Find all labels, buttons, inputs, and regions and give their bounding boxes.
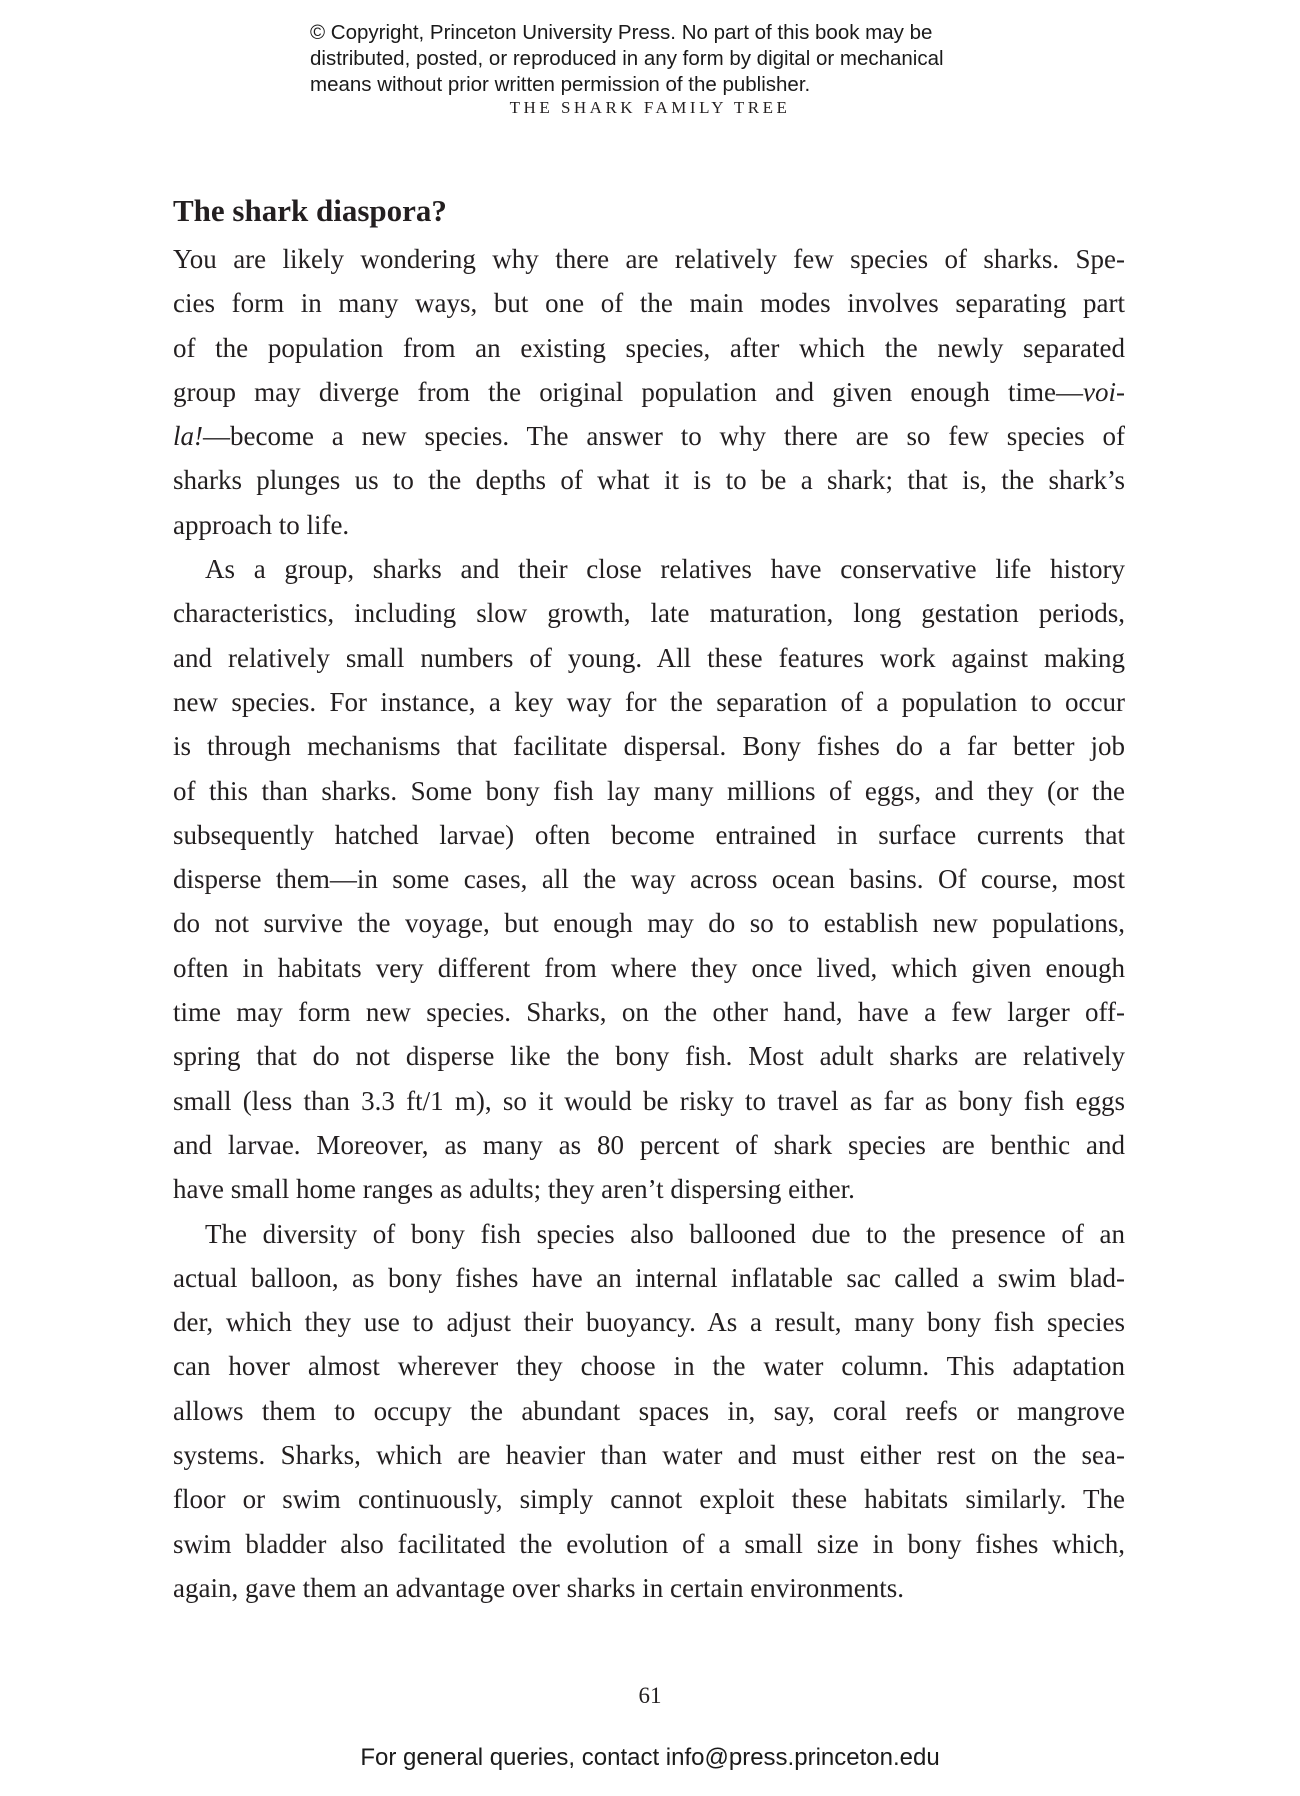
copyright-line: distributed, posted, or reproduced in any form by digital or mechanical — [310, 47, 944, 70]
running-head: THE SHARK FAMILY TREE — [509, 98, 791, 117]
section-heading: The shark diaspora? — [173, 193, 447, 228]
text-line: have small home ranges as adults; they aren’t dispersing either. — [173, 1174, 855, 1205]
text-line: The diversity of bony fish species also ballooned due to the presence of an — [205, 1218, 1125, 1249]
body-text — [173, 237, 1125, 1610]
text-line: floor or swim continuously, simply cannot exploit these habitats similarly. The — [173, 1484, 1125, 1515]
text-line: and larvae. Moreover, as many as 80 percent of shark species are benthic and — [173, 1129, 1125, 1160]
paragraph-1 — [173, 237, 1125, 547]
text-line: new species. For instance, a key way for the separation of a population to occur — [173, 686, 1125, 717]
text-line: actual balloon, as bony fishes have an internal inflatable sac called a swim blad- — [173, 1262, 1125, 1293]
text-line: la!—become a new species. The answer to why there are so few species of — [173, 421, 1125, 452]
text-line: is through mechanisms that facilitate dispersal. Bony fishes do a far better job — [173, 731, 1125, 762]
text-line: subsequently hatched larvae) often become entrained in surface currents that — [173, 819, 1125, 850]
text-line: characteristics, including slow growth, late maturation, long gestation periods, — [173, 598, 1125, 629]
text-line: cies form in many ways, but one of the main modes involves separating part — [173, 288, 1125, 319]
text-line: disperse them—in some cases, all the way across ocean basins. Of course, most — [173, 864, 1125, 895]
text-line: sharks plunges us to the depths of what it is to be a shark; that is, the shark’s — [173, 465, 1125, 496]
text-line: systems. Sharks, which are heavier than water and must either rest on the sea- — [173, 1440, 1125, 1471]
text-line: of the population from an existing species, after which the newly separated — [173, 332, 1125, 363]
text-line: approach to life. — [173, 509, 350, 540]
text-line: der, which they use to adjust their buoyancy. As a result, many bony fish species — [173, 1307, 1125, 1338]
paragraph-2 — [173, 547, 1125, 1211]
text-line: small (less than 3.3 ft/1 m), so it would be risky to travel as far as bony fish eggs — [173, 1085, 1125, 1116]
text-line: As a group, sharks and their close relatives have conservative life history — [205, 554, 1125, 585]
text-line: allows them to occupy the abundant spaces in, say, coral reefs or mangrove — [173, 1395, 1125, 1426]
text-line: often in habitats very different from where they once lived, which given enough — [173, 952, 1125, 983]
text-line: again, gave them an advantage over sharks in certain environments. — [173, 1572, 904, 1603]
text-line: swim bladder also facilitated the evolution of a small size in bony fishes which, — [173, 1528, 1125, 1559]
text-line: You are likely wondering why there are relatively few species of sharks. Spe- — [173, 244, 1125, 274]
text-line: and relatively small numbers of young. All these features work against making — [173, 642, 1125, 673]
copyright-line: © Copyright, Princeton University Press. No part of this book may be — [310, 21, 933, 44]
text-line: group may diverge from the original population and given enough time—voi- — [173, 376, 1125, 407]
text-line: time may form new species. Sharks, on the other hand, have a few larger off- — [173, 997, 1125, 1028]
text-line: of this than sharks. Some bony fish lay many millions of eggs, and they (or the — [173, 775, 1125, 806]
page-number: 61 — [638, 1683, 662, 1708]
paragraph-3 — [173, 1212, 1125, 1611]
text-line: do not survive the voyage, but enough may do so to establish new populations, — [173, 908, 1125, 939]
copyright-notice — [310, 20, 1030, 98]
italic-term: la! — [173, 421, 203, 452]
text-line: spring that do not disperse like the bony fish. Most adult sharks are relatively — [173, 1041, 1125, 1072]
italic-term: voi- — [1083, 376, 1125, 407]
copyright-line: means without prior written permission of the publisher. — [310, 73, 811, 96]
footer-contact: For general queries, contact info@press.princeton.edu — [360, 1744, 940, 1771]
text-line: can hover almost wherever they choose in the water column. This adaptation — [173, 1351, 1125, 1382]
